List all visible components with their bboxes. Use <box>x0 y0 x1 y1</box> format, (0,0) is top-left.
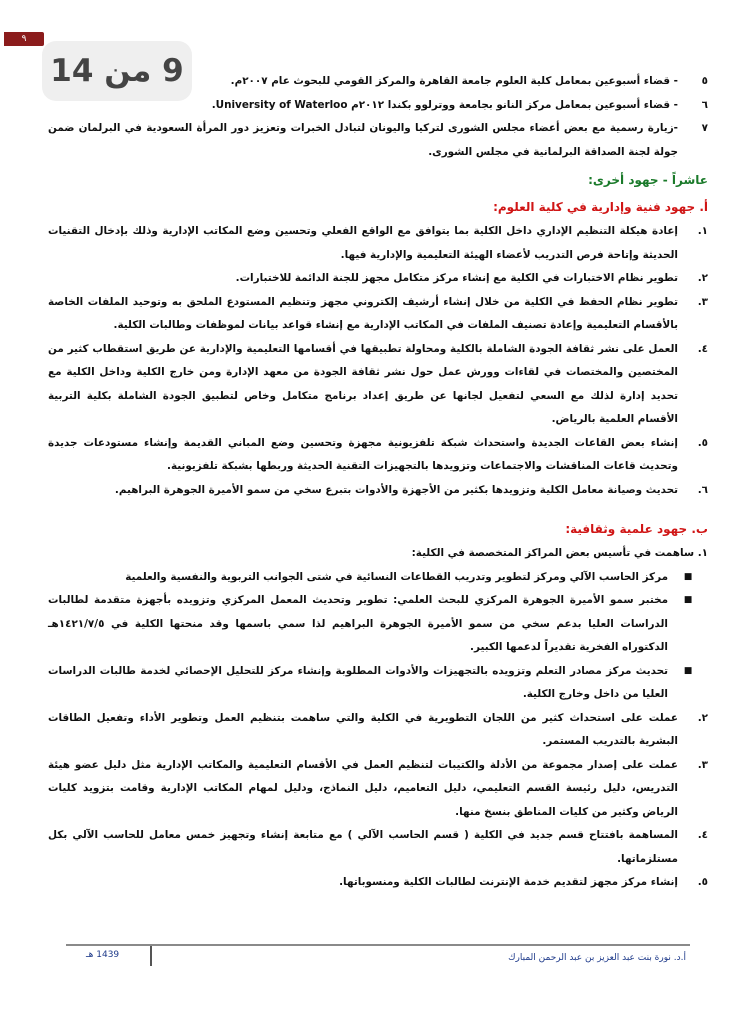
list-item <box>48 338 708 432</box>
item-number: ٢. <box>697 272 708 284</box>
items-top <box>48 70 708 164</box>
list-item <box>48 824 708 871</box>
list-item <box>48 707 708 754</box>
footer-separator <box>150 946 152 966</box>
list-item <box>48 220 708 267</box>
intro-text: ١. ساهمت في تأسيس بعض المراكز المتخصصة في الكلية: <box>411 547 708 559</box>
square-bullet-icon: ■ <box>683 571 693 582</box>
item-number: ٣. <box>697 295 708 308</box>
item-number: ٤. <box>697 342 708 355</box>
item-number: ٤. <box>697 829 708 841</box>
item-text: - قضاء أسبوعين بمعامل كلية العلوم جامعة القاهرة والمركز القومي للبحوث عام ٢٠٠٧م. <box>230 75 678 87</box>
item-number: ٣. <box>697 758 708 771</box>
item-text: عملت على إصدار مجموعة من الأدلة والكتيبات لتنظيم العمل في الأقسام التعليمية والمكاتب الإدارية مثل دليل عضو هيئة التدريس، دليل رئيسة القسم التعليمي، دليل التعاميم، دليل النماذج، ودليل لمهام المكاتب الإدارية وقامت بتزويد كليات الرياض وكثير من كليات المناطق بنسخ منها. <box>48 758 678 818</box>
list-item <box>48 291 708 338</box>
list-item <box>48 94 708 118</box>
item-number: ٥. <box>697 876 708 888</box>
footer-author: أ.د. نورة بنت عبد العزيز بن عبد الرحمن المبارك <box>508 953 686 963</box>
item-text: - قضاء أسبوعين بمعامل مركز النانو بجامعة ووترلوو بكندا ٢٠١٢م University of Waterloo. <box>211 98 678 111</box>
item-text: المساهمة بافتتاح قسم جديد في الكلية ( قسم الحاسب الآلي ) مع متابعة إنشاء وتجهيز خمس معامل للحاسب الآلي بكل مستلزماتها. <box>48 829 678 865</box>
item-number: ٦. <box>697 483 708 496</box>
footer-divider <box>66 944 690 946</box>
bullet-item <box>48 566 708 590</box>
item-text: إعادة هيكلة التنظيم الإداري داخل الكلية بما يتوافق مع الواقع الفعلي وتحسين وضع المكاتب الإدارية وذلك بإدخال التقنيات الحديثة وإتاحة فرص التدريب لأعضاء الهيئة التعليمية والإدارية فيها. <box>48 225 678 261</box>
list-item <box>48 267 708 291</box>
item-number: ٧ <box>701 122 708 134</box>
bullet-item <box>48 660 708 707</box>
section-title: عاشراً - جهود أخرى: <box>588 173 708 187</box>
item-text: تطوير نظام الحفظ في الكلية من خلال إنشاء أرشيف إلكتروني مجهز وتنظيم المستودع الملحق به وتوحيد الملفات الخاصة بالأقسام التعليمية وإعادة تصنيف الملفات في المكاتب الإدارية مع إنشاء قواعد بيانات لموظفات وطالبات الكلية. <box>48 295 678 331</box>
item-text: -زيارة رسمية مع بعض أعضاء مجلس الشورى لتركيا واليونان لتبادل الخبرات وتعزيز دور المرأة السعودية في البرلمان ضمن جولة لجنة الصداقة البرلمانية في مجلس الشورى. <box>48 122 678 158</box>
subsection-b-title: ب. جهود علمية وثقافية: <box>565 522 708 536</box>
bullet-list <box>48 566 708 707</box>
item-number: ١. <box>697 225 708 237</box>
list-item <box>48 754 708 825</box>
item-text: إنشاء مركز مجهز لتقديم خدمة الإنترنت لطالبات الكلية ومنسوباتها. <box>339 876 678 888</box>
subsection-b-list <box>48 707 708 895</box>
list-item <box>48 432 708 479</box>
bullet-text: تحديث مركز مصادر التعلم وتزويده بالتجهيزات والأدوات المطلوبة وإنشاء مركز للتحليل الإحصائي لخدمة طالبات الدراسات العليا من داخل وخارج الكلية. <box>48 664 668 700</box>
document-body <box>48 70 708 895</box>
item-number: ٦ <box>701 98 708 111</box>
subsection-b-intro <box>48 542 708 566</box>
footer-year: 1439 هـ <box>86 950 120 960</box>
list-item <box>48 479 708 503</box>
item-number: ٥. <box>697 436 708 449</box>
item-text: عملت على استحداث كثير من اللجان التطويرية في الكلية والتي ساهمت بتنظيم العمل وتطوير الأداء وتفعيل الطاقات البشرية بالتدريب المستمر. <box>48 711 678 747</box>
item-text: إنشاء بعض القاعات الجديدة واستحداث شبكة تلفزيونية مجهزة وتحسين وضع المباني القديمة وإنشاء مستودعات جديدة وتحديث قاعات المناقشات والاجتماعات وتزويدها بالتجهيزات التقنية الحديثة وربطها بشبكة تلفزيونية. <box>48 436 678 472</box>
square-bullet-icon: ■ <box>683 595 693 605</box>
subsection-a-title: أ. جهود فنية وإدارية في كلية العلوم: <box>493 200 708 214</box>
item-number: ٢. <box>697 711 708 724</box>
item-text: تطوير نظام الاختبارات في الكلية مع إنشاء مركز متكامل مجهز للجنة الدائمة للاختبارات. <box>235 272 678 284</box>
bullet-text: مركز الحاسب الآلي ومركز لتطوير وتدريب القطاعات النسائية في شتى الجوانب التربوية والنفسية والعلمية <box>125 570 668 583</box>
list-item <box>48 70 708 94</box>
bullet-item <box>48 589 708 660</box>
page-indicator: 9 من 14 <box>42 41 192 101</box>
bullet-text: مختبر سمو الأميرة الجوهرة المركزي للبحث العلمي: تطوير وتحديث المعمل المركزي وتزويده بأجهزة متقدمة لطالبات الدراسات العليا بدعم سخي من سمو الأميرة الجوهرة البراهيم لذا سمي باسمها وقد منحتها الكلية في ١٤٢١/٧/٥هـ الدكتوراه الفخرية تقديراً لدعمها الكبير. <box>48 594 668 653</box>
item-number: ٥ <box>701 75 708 87</box>
subsection-a-list <box>48 220 708 502</box>
item-text: تحديث وصيانة معامل الكلية وتزويدها بكثير من الأجهزة والأدوات بتبرع سخي من سمو الأميرة الجوهرة البراهيم. <box>114 483 678 496</box>
item-text: العمل على نشر ثقافة الجودة الشاملة بالكلية ومحاولة تطبيقها في أقسامها التعليمية والإدارية عن طريق استقطاب كثير من المختصين والمختصات في لقاءات وورش عمل حول نشر ثقافة الجودة من معهد الإدارة ومن خارج الكلية وداخل الكلية مع تحديد إدارة لذلك مع السعي لتفعيل لجانها عن طريق إعداد برنامج متكامل وخاص لتطبيق الجودة الشاملة بكلية التربية الأقسام العلمية بالرياض. <box>48 342 678 425</box>
square-bullet-icon: ■ <box>683 665 693 676</box>
page-number-tab: ٩ <box>4 32 44 46</box>
list-item <box>48 871 708 895</box>
list-item <box>48 117 708 164</box>
